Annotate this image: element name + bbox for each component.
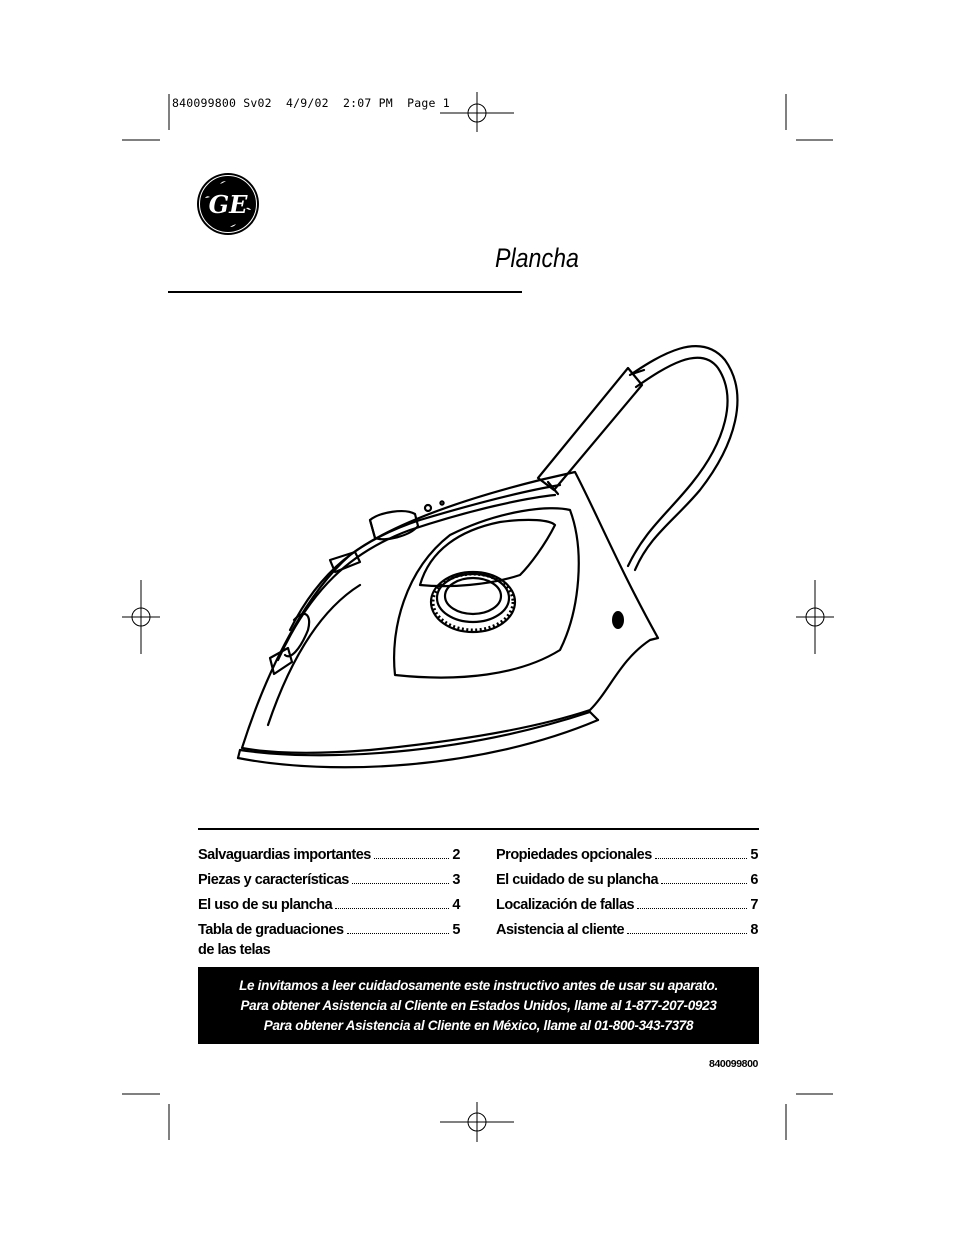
toc-right-column bbox=[496, 845, 758, 945]
toc-rule bbox=[198, 828, 759, 830]
page-title: Plancha bbox=[495, 243, 579, 273]
toc-item[interactable]: El cuidado de su plancha 6 bbox=[496, 872, 758, 888]
logo-text: GE bbox=[208, 190, 248, 219]
notice-line: Le invitamos a leer cuidadosamente este instructivo antes de usar su aparato. bbox=[239, 978, 718, 993]
toc-item[interactable]: El uso de su plancha 4 bbox=[198, 897, 460, 913]
customer-assistance-notice bbox=[198, 967, 759, 1044]
document-code: 840099800 bbox=[709, 1058, 758, 1070]
title-rule bbox=[168, 291, 522, 293]
notice-line: Para obtener Asistencia al Cliente en México, llame al 01-800-343-7378 bbox=[263, 1018, 694, 1033]
toc-item[interactable]: Propiedades opcionales 5 bbox=[496, 847, 758, 863]
toc-item[interactable]: Piezas y características 3 bbox=[198, 872, 460, 888]
toc-item[interactable]: Asistencia al cliente 8 bbox=[496, 922, 758, 938]
notice-line: Para obtener Asistencia al Cliente en Estados Unidos, llame al 1-877-207-0923 bbox=[240, 998, 717, 1013]
toc-left-column bbox=[198, 845, 460, 965]
toc-item[interactable]: Tabla de graduaciones de las telas 5 bbox=[198, 922, 460, 958]
toc-item[interactable]: Salvaguardias importantes 2 bbox=[198, 847, 460, 863]
ge-monogram-icon bbox=[196, 172, 260, 236]
steam-iron-icon bbox=[230, 330, 750, 780]
print-slug-line: 840099800 Sv02 4/9/02 2:07 PM Page 1 bbox=[172, 96, 450, 110]
toc-item[interactable]: Localización de fallas 7 bbox=[496, 897, 758, 913]
